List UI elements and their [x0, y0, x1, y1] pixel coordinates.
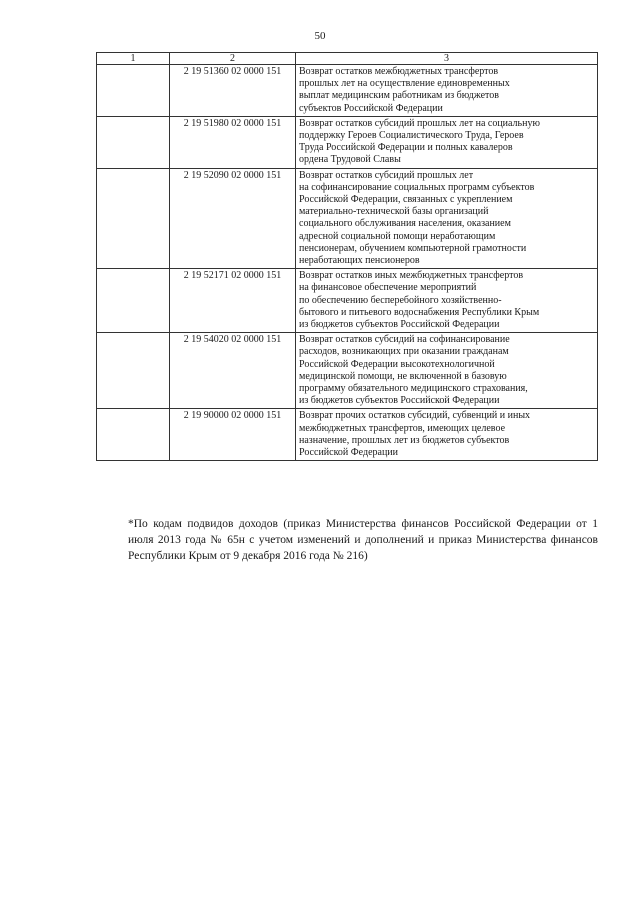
description-line: межбюджетных трансфертов, имеющих целевое [299, 422, 506, 434]
description-line: Российской Федерации, связанных с укреплением [299, 194, 513, 206]
description-line: на финансовое обеспечение мероприятий [299, 282, 477, 294]
description-line: Возврат остатков субсидий прошлых лет [299, 169, 474, 181]
page-number: 50 [314, 30, 326, 42]
description-line: Труда Российской Федерации и полных кавалеров [299, 142, 513, 154]
description-cell [296, 269, 598, 333]
table-header-row [97, 53, 598, 65]
description-line: Российской Федерации высокотехнологичной [299, 358, 495, 370]
description-line: Возврат остатков межбюджетных трансфертов [299, 66, 499, 77]
description-line: на софинансирование социальных программ субъектов [299, 181, 535, 193]
description-cell [296, 116, 598, 168]
description-line: бытового и питьевого водоснабжения Республики Крым [299, 306, 540, 318]
income-code-cell: 2 19 52171 02 0000 151 [170, 269, 296, 333]
table-row [97, 65, 598, 117]
income-code-cell: 2 19 54020 02 0000 151 [170, 333, 296, 409]
description-line: материально-технической базы организаций [299, 206, 489, 218]
description-line: по обеспечению бесперебойного хозяйственно- [299, 294, 502, 306]
description-line: поддержку Героев Социалистического Труда, Героев [299, 130, 524, 142]
row-col1-cell [97, 65, 170, 117]
row-col1-cell [97, 409, 170, 461]
description-line: пенсионерам, обучением компьютерной грамотности [299, 242, 527, 254]
row-col1-cell [97, 269, 170, 333]
description-line: программу обязательного медицинского страхования, [299, 383, 528, 395]
row-col1-cell [97, 333, 170, 409]
description-cell [296, 168, 598, 269]
description-line: Российской Федерации [299, 447, 399, 459]
description-line: Возврат остатков иных межбюджетных трансфертов [299, 270, 524, 282]
description-line: Возврат прочих остатков субсидий, субвенций и иных [299, 410, 531, 422]
description-line: адресной социальной помощи неработающим [299, 230, 496, 242]
description-line: прошлых лет на осуществление единовременных [299, 78, 510, 90]
footnote-text: *По кодам подвидов доходов (приказ Министерства финансов Российской Федерации от 1 июля 2013 года № 65н с учетом изменений и дополнений и приказ Министерства финансов Республики Крым от 9 декабря 2016 года № 216) [128, 518, 598, 562]
row-col1-cell [97, 168, 170, 269]
description-line: Возврат остатков субсидий на софинансирование [299, 334, 510, 346]
description-line: социального обслуживания населения, оказанием [299, 218, 511, 230]
description-line: расходов, возникающих при оказании гражданам [299, 346, 509, 358]
description-line: Возврат остатков субсидий прошлых лет на социальную [299, 117, 540, 129]
description-line: из бюджетов субъектов Российской Федерации [299, 319, 500, 331]
income-code-cell: 2 19 52090 02 0000 151 [170, 168, 296, 269]
description-line: ордена Трудовой Славы [299, 154, 401, 166]
table-row [97, 168, 598, 269]
description-cell [296, 333, 598, 409]
table-row [97, 333, 598, 409]
description-cell [296, 65, 598, 117]
column-header-2: 2 [170, 53, 296, 65]
column-header-3: 3 [296, 53, 598, 65]
income-codes-table [96, 52, 598, 461]
description-line: неработающих пенсионеров [299, 255, 420, 267]
table-row [97, 116, 598, 168]
table-row [97, 269, 598, 333]
description-line: субъектов Российской Федерации [299, 102, 443, 114]
income-code-cell: 2 19 51980 02 0000 151 [170, 116, 296, 168]
income-code-cell: 2 19 51360 02 0000 151 [170, 65, 296, 117]
description-line: назначение, прошлых лет из бюджетов субъектов [299, 434, 510, 446]
description-line: из бюджетов субъектов Российской Федерации [299, 395, 500, 407]
description-cell [296, 409, 598, 461]
row-col1-cell [97, 116, 170, 168]
description-line: выплат медицинским работникам из бюджетов [299, 90, 499, 102]
description-line: медицинской помощи, не включенной в базовую [299, 370, 507, 382]
column-header-1: 1 [97, 53, 170, 65]
table-row [97, 409, 598, 461]
footnote [96, 516, 598, 564]
table-body [97, 65, 598, 461]
income-code-cell: 2 19 90000 02 0000 151 [170, 409, 296, 461]
